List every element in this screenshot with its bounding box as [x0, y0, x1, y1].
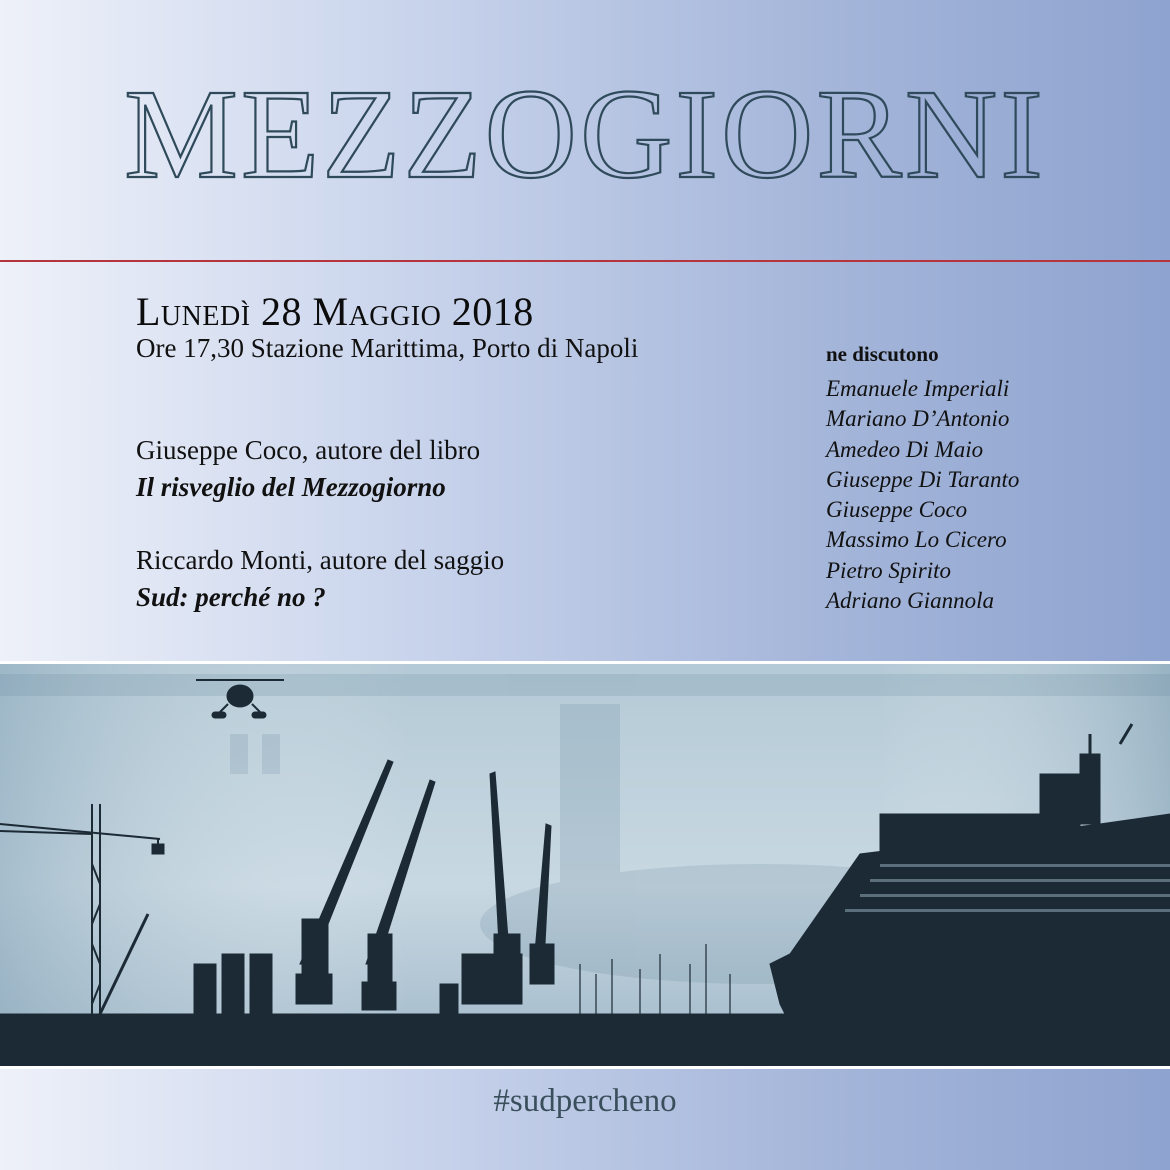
discussant-name: Amedeo Di Maio: [826, 436, 984, 462]
discussant-name: Mariano D’Antonio: [826, 406, 1010, 432]
book-title-1: Il risveglio del Mezzogiorno: [136, 472, 446, 502]
hashtag: #sudpercheno: [493, 1083, 677, 1119]
book-title-2: Sud: perché no ?: [136, 582, 326, 612]
event-date: Lunedì 28 Maggio 2018: [136, 289, 534, 334]
discussant-name: Emanuele Imperiali: [826, 376, 1010, 401]
discussants-list: [826, 374, 1019, 616]
discussant-name: Giuseppe Coco: [826, 497, 968, 523]
book-author-line-1: Giuseppe Coco, autore del libro: [136, 435, 481, 465]
discussant-name: Massimo Lo Cicero: [826, 527, 1007, 553]
poster-title: MEZZOGIORNI: [124, 63, 1046, 205]
discussant-name: Giuseppe Di Taranto: [826, 466, 1020, 492]
discussants-label: ne discutono: [826, 342, 939, 366]
photo-bottom-border: [0, 1066, 1170, 1069]
title-divider: [0, 260, 1170, 262]
event-place: Ore 17,30 Stazione Marittima, Porto di Napoli: [136, 333, 639, 363]
discussant-name: Adriano Giannola: [826, 588, 995, 614]
book-author-line-2: Riccardo Monti, autore del saggio: [136, 545, 505, 575]
port-photo: [0, 664, 1170, 1068]
discussant-name: Pietro Spirito: [826, 557, 952, 583]
